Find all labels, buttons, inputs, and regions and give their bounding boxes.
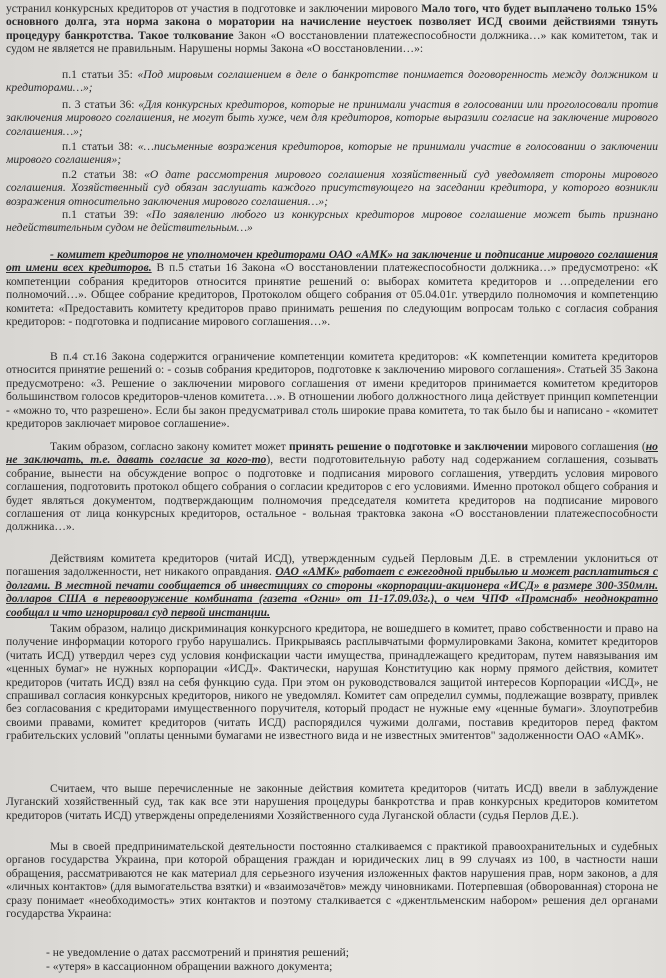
committee-text: В п.5 статьи 16 Закона «О восстановлении платежеспособности должника…» предусмотрено: «К компетенции собрания кредиторов относится принятие решений о: выборах комитета кредиторов и …определении его полномочий…». Общее собрание кредиторов, Протоколом общего собрания от 05.04.01г. утвердило полномочия и компетенцию комитета: «Предоставить комитету кредиторов право принимать решения по следующим вопросам только с согласия собрания кредиторов: - подготовка и подписание мирового соглашения…». <box>6 261 658 329</box>
paragraph-court-misled <box>6 782 658 838</box>
clause-ref: п.1 статьи 35: <box>62 68 138 81</box>
justification-text: Действиям комитета кредиторов (читай ИСД), утвержденным судьей Перловым Д.Е. в стремлении уклониться от погашения задолженности, нет никакого оправдания. <box>6 552 658 579</box>
clause-ref: п. 3 статьи 36: <box>62 98 139 111</box>
conclusion-text-mid: мирового соглашения ( <box>528 440 646 453</box>
conclusion-text-end: ), вести подготовительную работу над содержанием соглашения, созывать собрание, вынести на обсуждение вопрос о подготовке и подписания мирового соглашения, утвердить условия мирового соглашения, подготовить протокол общего собрания о согласии кредиторов с его условиями. Именно протокол общего собрания и будет являться документом, подтверждающим полномочия председателя комитета кредиторов на подписание мирового соглашения от лица конкурсных кредиторов, остальное - вольная трактовка закона «О восстановлении платежеспособности должника…». <box>6 453 658 534</box>
intro-bold: Мало того, что будет выплачено только 15% основного долга, эта норма закона о моратории на начисление неустоек позволяет ИСД своими действиями тянуть процедуру банкротства. Такое толкование <box>6 2 658 42</box>
clause-ref: п.1 статьи 39: <box>62 208 146 221</box>
competence-text: В п.4 ст.16 Закона содержится ограничение компетенции комитета кредиторов: «К компетенции комитета кредиторов относится принятие решений о: - созыв собрания кредиторов, подготовке к заключению мирового соглашения». Статьей 35 Закона предусмотрено: «3. Решение о заключении мирового соглашения от имени кредиторов принимается комитетом кредиторов большинством голосов кредиторов-членов комитета…». В отношении любого должностного лица действует принцип компетенции - «можно то, что разрешено». Если бы закон предусматривал столь широкие права комитета, то так было бы и написано - «комитет кредиторов заключает мировое соглашение». <box>6 350 658 431</box>
clause-35 <box>6 68 658 96</box>
clause-quote: «По заявлению любого из конкурсных кредиторов мировое соглашение может быть признано недействительным судом не действительным…» <box>6 208 658 235</box>
court-text: Считаем, что выше перечисленные не законные действия комитета кредиторов (читать ИСД) ввели в заблуждение Луганский хозяйственный суд, так как все эти нарушения процедуры банкротства и прав конкурсных кредиторов комитетом кредиторов (читать ИСД) утверждены определениями Хозяйственного суда Луганской области (судья Перлов Д.Е.). <box>6 782 658 822</box>
clause-39 <box>6 208 658 236</box>
list-item: - «утеря» в кассационном обращении важного документа; <box>46 959 333 973</box>
paragraph-competence <box>6 350 658 434</box>
list-item: - не уведомление о датах рассмотрений и принятия решений; <box>46 946 349 959</box>
paragraph-intro <box>6 2 658 66</box>
clause-ref: п.2 статьи 38: <box>62 168 145 181</box>
practice-text: Мы в своей предпринимательской деятельности постоянно сталкиваемся с практикой правоохранительных и судебных органов государства Украина, при которой обращения граждан и юридических лиц в 99 случаях из 100, в частности наши обращения, рассматриваются не как материал для серьезного изучения изложенных фактов нарушения прав, норм законов, а для «личных контактов» (для вымогательства взятки) и «взаимозачётов» между чиновниками. Потерпевшая (обворованная) сторона не сразу понимает «необходимость» этих контактов и поэтому сталкивается с «джентльменским набором» решения дел органами государства Украина: <box>6 840 658 921</box>
paragraph-conclusion-1 <box>6 440 658 550</box>
clause-38-1 <box>6 140 658 168</box>
conclusion-emphasis: но не заключать, т.е. давать согласие за кого-то <box>6 440 658 467</box>
conclusion-bold: принять решение о подготовке и заключении <box>289 440 529 453</box>
committee-heading: - комитет кредиторов не уполномочен кредиторами ОАО «АМК» на заключение и подписание мирового соглашения от имени всех кредиторов. <box>6 248 658 275</box>
clause-36 <box>6 98 658 138</box>
list-items <box>46 946 349 973</box>
clause-quote: «Под мировым соглашением в деле о банкротстве понимается договоренность между должником и кредиторами…»; <box>6 68 658 95</box>
justification-emphasis: ОАО «АМК» работает с ежегодной прибылью и может расплатиться с долгами. В местной печати сообщается об инвестициях со стороны «корпорации-акционера «ИСД» в размере 300-350млн. долларов США в перевооружение комбината (газета «Огни» от 11-17.09.03г.), о чем ЧПФ «Промснаб» неоднократно сообщал и что игнорировал суд первой инстанции. <box>6 565 658 619</box>
clause-38-2 <box>6 168 658 208</box>
paragraph-discrimination <box>6 622 658 782</box>
paragraph-committee-authority <box>6 248 658 344</box>
clause-quote: «Для конкурсных кредиторов, которые не принимали участия в голосовании или проголосовали против заключения мирового соглашения, не могут быть хуже, чем для кредиторов, которые выразили согласие на заключение мирового соглашения…»; <box>6 98 658 138</box>
paragraph-justification <box>6 552 658 620</box>
conclusion-text: Таким образом, согласно закону комитет может <box>50 440 289 453</box>
clause-quote: «…письменные возражения кредиторов, которые не принимали участие в голосовании о заключении мирового соглашения»; <box>6 140 658 167</box>
intro-text-end: Закон «О восстановлении платежеспособности должника…» как комитетом, так и судом не является не правильным. Нарушены нормы Закона «О восстановлении…»: <box>6 28 658 56</box>
intro-text: устранил конкурсных кредиторов от участия в подготовке и заключении мирового <box>6 2 422 15</box>
discrimination-text: Таким образом, налицо дискриминация конкурсного кредитора, не вошедшего в комитет, право собственности и право на получение информации которого грубо нарушались. Прикрываясь расплывчатыми формулировками Закона, комитет кредиторов (читать ИСД) утвердил через суд условия конфискации части имущества, принадлежащего кредиторам, путем навязывания им «ценных бумаг» не нужных корпорации «ИСД». Фактически, нарушая Конституцию как норму прямого действия, комитет кредиторов (читать ИСД) взял на себя функцию суда. При этом он руководствовался защитой интересов Корпорации «ИСД», не спрашивал согласия конкурсных кредиторов, никого не уведомлял. Комитет сам определил суммы, подлежащие возврату, привлек без согласования с кредиторами имущественного поручителя, который продаст не нужные ему «ценные бумаги». Злоупотребив своими правами, комитет кредиторов (читать ИСД) распорядился чужими долгами, поставив кредиторов перед фактом грабительских условий "оплаты ценными бумагами не известного вида и не известных эмитентов" задолженности ОАО «АМК». <box>6 622 658 743</box>
clause-ref: п.1 статьи 38: <box>62 140 138 153</box>
clause-quote: «О дате рассмотрения мирового соглашения хозяйственный суд уведомляет стороны мирового соглашения. Хозяйственный суд обязан заслушать каждого присутствующего на заседании кредитора, у которого возникли возражения относительно заключения мирового соглашения…»; <box>6 168 658 208</box>
paragraph-practice <box>6 840 658 950</box>
